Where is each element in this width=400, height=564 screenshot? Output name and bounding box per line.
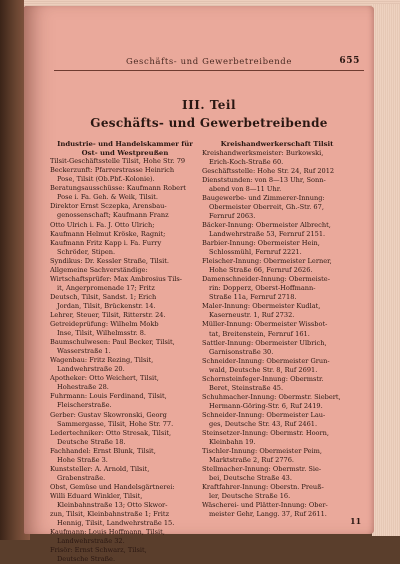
directory-entry (202, 483, 352, 501)
directory-entry (50, 546, 200, 564)
part-subtitle: Geschäfts- und Gewerbetreibende (90, 116, 328, 130)
entry-line: Kaufmann Fritz Kapp i. Fa. Furry (50, 238, 162, 247)
entry-line: Landwehrstraße 20. (57, 365, 125, 374)
book-page (24, 6, 374, 564)
directory-entry (202, 447, 352, 465)
entry-line: Sattler-Innung: Obermeister Ulbrich, (202, 338, 327, 347)
directory-entry (50, 320, 200, 338)
directory-entry (50, 356, 200, 374)
entry-line: Hennig, Tilsit, Landwehrstraße 15. (57, 519, 175, 528)
entry-line: Kraftfahrer-Innung: Oberstn. Preuß- (202, 483, 324, 492)
entry-line: Hohe Straße 3. (57, 455, 108, 464)
directory-entry (202, 194, 352, 221)
directory-entry (50, 266, 200, 275)
entry-line: Beckerzunft: Pfarrerstrasse Heinrich (50, 166, 175, 175)
entry-line: Kunststeller: A. Arnold, Tilsit, (50, 464, 150, 473)
directory-entry (50, 374, 200, 392)
entry-line: wald, Deutsche Str. 8, Ruf 2691. (209, 365, 318, 374)
entry-line: zun, Tilsit, Kleinbahnstraße 1; Fritz (50, 510, 170, 519)
entry-line: Landwehrstraße 32. (57, 537, 125, 546)
entry-line: Fachhandel: Ernst Blunk, Tilsit, (50, 446, 156, 455)
directory-entry (202, 393, 352, 411)
directory-entry (50, 411, 200, 429)
entry-line: Hermann-Göring-Str. 6, Ruf 2419. (209, 401, 323, 410)
entry-line: Deutsche Straße 18. (57, 437, 126, 446)
directory-entry (202, 357, 352, 375)
entry-line: Kaufmann Helmut Kröske, Ragnit; (50, 229, 166, 238)
directory-entry (50, 338, 200, 356)
directory-entry (50, 447, 200, 465)
directory-entry (202, 239, 352, 257)
entry-line: Schneider-Innung: Obermeister Lau- (202, 410, 326, 419)
entry-line: Allgemeine Sachverständige: (50, 265, 148, 274)
entry-line: Beratungsausschüsse: Kaufmann Robert (50, 184, 186, 193)
entry-line: Damenschneider-Innung: Obermeiste- (202, 275, 330, 284)
entry-line: Garnisonstraße 30. (209, 347, 274, 356)
entry-line: Direktor Ernst Sczepka, Arensbau- (50, 202, 167, 211)
entry-line: Barbier-Innung: Obermeister Hein, (202, 239, 320, 248)
entry-line: Marktstraße 2, Ruf 2776. (209, 456, 295, 465)
entry-line: Beret, Steinstraße 45. (209, 383, 284, 392)
column-heading-line: Kreishandwerkerschaft Tilsit (220, 140, 334, 148)
entry-line: Sammergasse, Tilsit, Hohe Str. 77. (57, 419, 174, 428)
entry-line: Pose i. Fa. Geh. & Weik, Tilsit. (57, 193, 158, 202)
directory-entry (50, 275, 200, 293)
entry-line: genossenschaft; Kaufmann Franz (57, 211, 169, 220)
directory-entry (50, 202, 200, 220)
column-heading-line: Ost- und Westpreußen (81, 148, 169, 157)
right-column (202, 140, 352, 520)
entry-line: Obst, Gemüse und Handelsgärtnerei: (50, 482, 175, 491)
entry-line: Schneider-Innung: Obermeister Grun- (202, 356, 330, 365)
entry-line: rin: Dopperz, Oberst-Hoffmann- (209, 284, 316, 293)
directory-entry (50, 465, 200, 483)
page-stack-side-edge (372, 4, 400, 536)
directory-entry (202, 320, 352, 338)
directory-entry (50, 230, 200, 239)
footer-mark: 11 (350, 516, 362, 526)
directory-entry (50, 257, 200, 266)
directory-entry (202, 275, 352, 302)
entry-line: Steinsetzer-Innung: Obermstr. Hoorn, (202, 429, 330, 438)
directory-entry (50, 166, 200, 184)
entry-line: Erich-Koch-Straße 60. (209, 157, 284, 166)
entry-line: Lehrer, Steuer, Tilsit, Ritterstr. 24. (50, 310, 166, 319)
entry-line: tat, Breitenstein, Fernruf 161. (209, 329, 310, 338)
right-column-heading (202, 140, 352, 149)
entry-line: Tischler-Innung: Obermeister Peim, (202, 447, 322, 456)
entry-line: Kleinbahnstraße 13; Otto Skwor- (57, 500, 168, 509)
entry-line: Fleischer-Innung: Obermeister Lerner, (202, 257, 332, 266)
directory-entry (202, 375, 352, 393)
entry-line: Fleischerstraße. (57, 401, 112, 410)
entry-line: abend von 8—11 Uhr. (209, 184, 282, 193)
directory-entry (202, 501, 352, 519)
entry-line: Apotheker: Otto Weichert, Tilsit, (50, 374, 159, 383)
entry-line: Müller-Innung: Obermeister Wissbot- (202, 320, 328, 329)
directory-entry (202, 339, 352, 357)
left-column (50, 140, 200, 564)
directory-entry (50, 184, 200, 202)
entry-line: Tilsit-Geschäftsstelle Tilsit, Hohe Str. 79 (50, 157, 186, 166)
directory-entry (50, 429, 200, 447)
directory-entry (202, 302, 352, 320)
entry-line: Straße 11a, Fernruf 2718. (209, 293, 297, 302)
directory-entry (50, 510, 200, 528)
entry-line: bei, Deutsche Straße 43. (209, 474, 292, 483)
directory-entry (202, 176, 352, 194)
entry-line: Pose, Tilsit (Ob.Pbf.-Kolonie). (57, 175, 155, 184)
entry-line: Wasserstraße 1. (57, 347, 111, 356)
directory-entry (202, 257, 352, 275)
directory-entry (50, 157, 200, 166)
entry-line: Deutsch, Tilsit, Sandst. 1; Erich (50, 292, 157, 301)
entry-line: Schornsteinfeger-Innung: Obermstr. (202, 374, 324, 383)
directory-entry (202, 465, 352, 483)
entry-line: Baumschulwesen: Paul Becker, Tilsit, (50, 338, 175, 347)
entry-line: Kleinbahn 19. (209, 438, 256, 447)
entry-line: Maler-Innung: Obermeister Kudlat, (202, 302, 321, 311)
directory-entry (50, 528, 200, 546)
entry-line: Inse, Tilsit, Wilhelmsstr. 8. (57, 329, 146, 338)
directory-entry (202, 429, 352, 447)
directory-entry (50, 221, 200, 230)
entry-line: it, Angerpromenade 17; Fritz (57, 283, 155, 292)
running-header (54, 56, 364, 71)
directory-entry (50, 293, 200, 311)
column-heading-line: Industrie- und Handelskammer für (57, 140, 193, 148)
entry-line: Kaserneustr. 1, Ruf 2732. (209, 311, 295, 320)
entry-line: Schröder, Stipen. (57, 247, 116, 256)
entry-line: Landwehrstraße 53, Fernruf 2151. (209, 230, 326, 239)
entry-line: Wagenbau: Fritz Rezing, Tilsit, (50, 356, 154, 365)
entry-line: Deutsche Straße. (57, 555, 116, 564)
entry-line: Otto Ulrich i. Fa. J. Otto Ulrich; (50, 220, 155, 229)
directory-entry (50, 492, 200, 510)
entry-line: Stellmacher-Innung: Obermstr. Sie- (202, 465, 322, 474)
entry-line: Schlossmühl, Fernruf 2221. (209, 248, 302, 257)
left-column-entries (50, 157, 200, 564)
directory-entry (202, 411, 352, 429)
entry-line: Grabenstraße. (57, 473, 106, 482)
entry-line: Wäscherei- und Plätter-Innung: Ober- (202, 501, 328, 510)
directory-entry (202, 167, 352, 176)
entry-line: ges, Deutsche Str. 43, Ruf 2461. (209, 420, 318, 428)
entry-line: Gerber: Gustav Skowronski, Georg (50, 410, 167, 419)
directory-entry (50, 239, 200, 257)
entry-line: Schuhmacher-Innung: Obermstr. Siebert, (202, 392, 341, 401)
part-title: III. Teil (182, 98, 236, 112)
left-column-heading (50, 140, 200, 157)
directory-entry (202, 149, 352, 167)
directory-entry (202, 221, 352, 239)
entry-line: Jordan, Tilsit, Brückenstr. 14. (57, 301, 156, 310)
entry-line: Syndikus: Dr. Kessler Straße, Tilsit. (50, 256, 169, 265)
directory-entry (50, 483, 200, 492)
running-head-text: Geschäfts- und Gewerbetreibende (126, 57, 292, 67)
entry-line: Obermeister Oberreit, Gh.-Str. 67, (209, 202, 324, 211)
entry-line: Fuhrmann: Louis Ferdinand, Tilsit, (50, 392, 167, 401)
entry-line: Frisör: Ernst Schwarz, Tilsit, (50, 546, 147, 555)
page-number: 655 (339, 56, 360, 66)
entry-line: Getreideprüfung: Wilhelm Mokb (50, 320, 159, 329)
entry-line: Dienststunden: von 8—13 Uhr, Sonn- (202, 175, 326, 184)
entry-line: Bäcker-Innung: Obermeister Albrecht, (202, 220, 331, 229)
entry-line: Hohestraße 28. (57, 383, 109, 392)
entry-line: Ledertechniker: Otto Stresak, Tilsit, (50, 428, 172, 437)
directory-entry (50, 311, 200, 320)
entry-line: Hohe Straße 66, Fernruf 2626. (209, 266, 313, 275)
entry-line: Kreishandwerksmeister: Burkowski, (202, 148, 324, 157)
entry-line: Fernruf 2063. (209, 211, 256, 220)
entry-line: Baugewerbe- und Zimmerer-Innung: (202, 193, 325, 202)
entry-line: meister Gehr, Langg. 37, Ruf 2611. (209, 510, 327, 519)
directory-entry (50, 392, 200, 410)
entry-line: Wirtschaftsprüfer: Max Ambrosius Tils- (50, 274, 183, 283)
entry-line: Kaufmann: Louis Hoffmann, Tilsit, (50, 528, 165, 537)
entry-line: ler, Deutsche Straße 16. (209, 492, 291, 501)
entry-line: Geschäftsstelle: Hohe Str. 24, Ruf 2012 (202, 166, 335, 175)
entry-line: Willi Eduard Winkler, Tilsit, (50, 491, 143, 500)
right-column-entries (202, 149, 352, 520)
